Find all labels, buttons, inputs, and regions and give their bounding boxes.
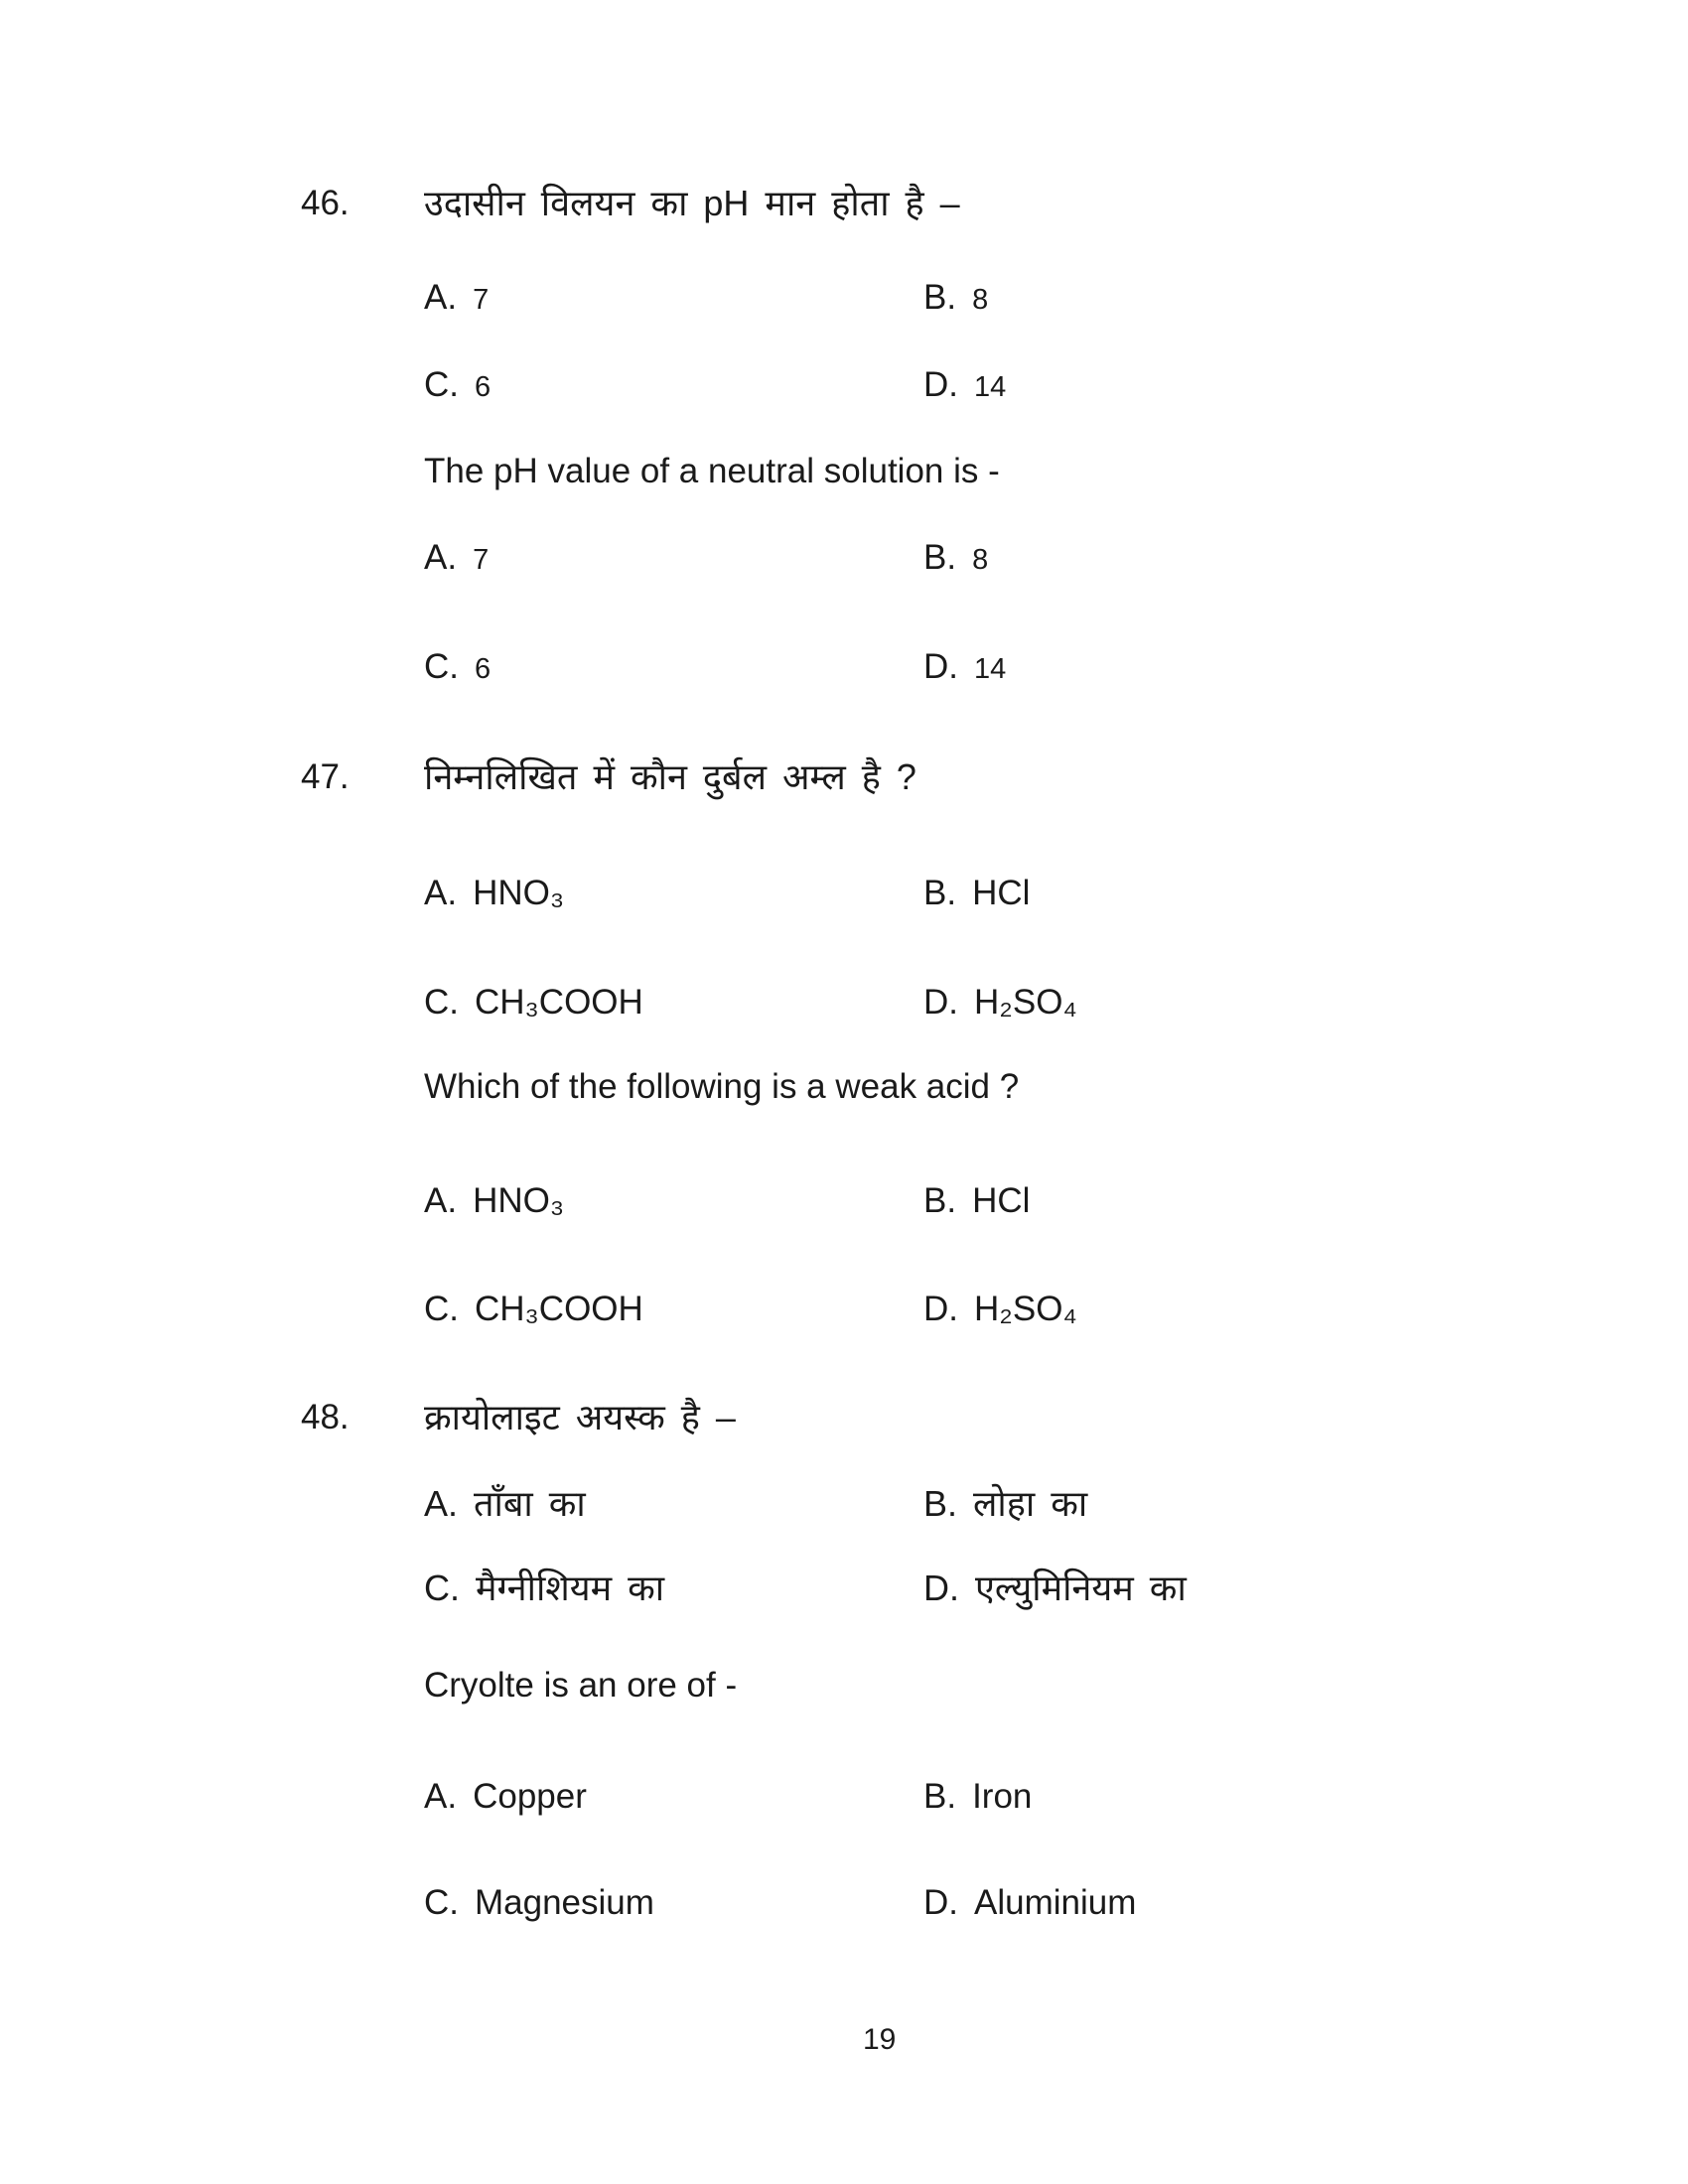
option-c-english — [424, 1881, 654, 1925]
option-value: ताँबा का — [474, 1483, 586, 1524]
question-number: 46. — [301, 184, 350, 222]
option-c-hindi — [424, 363, 491, 409]
option-label: C. — [424, 1568, 460, 1608]
option-a-hindi — [424, 276, 489, 322]
option-value: HCl — [972, 1181, 1031, 1220]
option-c-hindi — [424, 981, 643, 1024]
option-value: Aluminium — [974, 1883, 1137, 1922]
question-text-hindi: क्रायोलाइट अयस्क है – — [424, 1397, 736, 1437]
option-d-hindi — [923, 981, 1077, 1024]
option-label: A. — [424, 1483, 459, 1524]
option-d-english — [923, 645, 1006, 691]
option-c-english — [424, 645, 491, 691]
option-label: C. — [424, 365, 459, 404]
option-label: B. — [923, 874, 957, 912]
option-value: 8 — [972, 544, 989, 576]
option-value: 8 — [972, 284, 989, 316]
option-value: 7 — [473, 544, 490, 576]
option-value: लोहा का — [973, 1483, 1088, 1524]
option-value: Magnesium — [475, 1883, 654, 1922]
option-label: B. — [923, 538, 957, 577]
option-value: H₂SO₄ — [974, 983, 1077, 1022]
option-value: H₂SO₄ — [974, 1290, 1077, 1328]
question-number: 48. — [301, 1398, 350, 1436]
option-b-english — [923, 536, 988, 582]
option-d-hindi — [923, 363, 1006, 409]
option-b-hindi — [923, 872, 1030, 915]
option-value: एल्युमिनियम का — [975, 1568, 1187, 1608]
option-c-hindi — [424, 1567, 664, 1610]
option-d-hindi — [923, 1567, 1187, 1610]
option-value: मैग्नीशियम का — [476, 1568, 665, 1608]
option-value: Copper — [473, 1777, 587, 1816]
option-label: A. — [424, 278, 458, 317]
option-b-english — [923, 1179, 1030, 1223]
option-label: A. — [424, 1181, 458, 1220]
option-label: B. — [923, 1483, 958, 1524]
question-text-english: Cryolte is an ore of - — [424, 1666, 738, 1705]
option-label: A. — [424, 874, 458, 912]
question-text-english: Which of the following is a weak acid ? — [424, 1067, 1020, 1106]
option-b-hindi — [923, 1482, 1087, 1526]
option-value: 6 — [475, 371, 492, 403]
option-label: D. — [923, 647, 958, 686]
question-text-english: The pH value of a neutral solution is - — [424, 452, 1000, 490]
option-value: HCl — [972, 874, 1031, 912]
page-number: 19 — [863, 2023, 897, 2056]
option-label: D. — [923, 983, 958, 1022]
option-a-hindi — [424, 872, 564, 915]
question-text-hindi: उदासीन विलयन का pH मान होता है – — [424, 183, 960, 223]
option-b-english — [923, 1775, 1032, 1819]
option-b-hindi — [923, 276, 988, 322]
option-a-hindi — [424, 1482, 586, 1526]
option-label: C. — [424, 1883, 459, 1922]
option-value: CH₃COOH — [475, 983, 643, 1022]
option-label: A. — [424, 1777, 458, 1816]
option-label: C. — [424, 983, 459, 1022]
option-d-english — [923, 1881, 1136, 1925]
option-value: HNO₃ — [473, 1181, 565, 1220]
option-value: HNO₃ — [473, 874, 565, 912]
option-value: 14 — [974, 653, 1007, 685]
option-label: D. — [923, 1883, 958, 1922]
question-number: 47. — [301, 757, 350, 796]
option-d-english — [923, 1288, 1077, 1331]
option-label: D. — [923, 1568, 959, 1608]
option-a-english — [424, 536, 489, 582]
option-value: CH₃COOH — [475, 1290, 643, 1328]
option-label: D. — [923, 1290, 958, 1328]
question-text-hindi: निम्नलिखित में कौन दुर्बल अम्ल है ? — [424, 756, 916, 797]
option-a-english — [424, 1775, 587, 1819]
option-value: 7 — [473, 284, 490, 316]
option-c-english — [424, 1288, 643, 1331]
option-a-english — [424, 1179, 564, 1223]
option-label: B. — [923, 1181, 957, 1220]
option-label: C. — [424, 647, 459, 686]
option-value: 6 — [475, 653, 492, 685]
option-label: C. — [424, 1290, 459, 1328]
option-value: Iron — [972, 1777, 1033, 1816]
option-value: 14 — [974, 371, 1007, 403]
option-label: B. — [923, 278, 957, 317]
option-label: D. — [923, 365, 958, 404]
option-label: B. — [923, 1777, 957, 1816]
option-label: A. — [424, 538, 458, 577]
